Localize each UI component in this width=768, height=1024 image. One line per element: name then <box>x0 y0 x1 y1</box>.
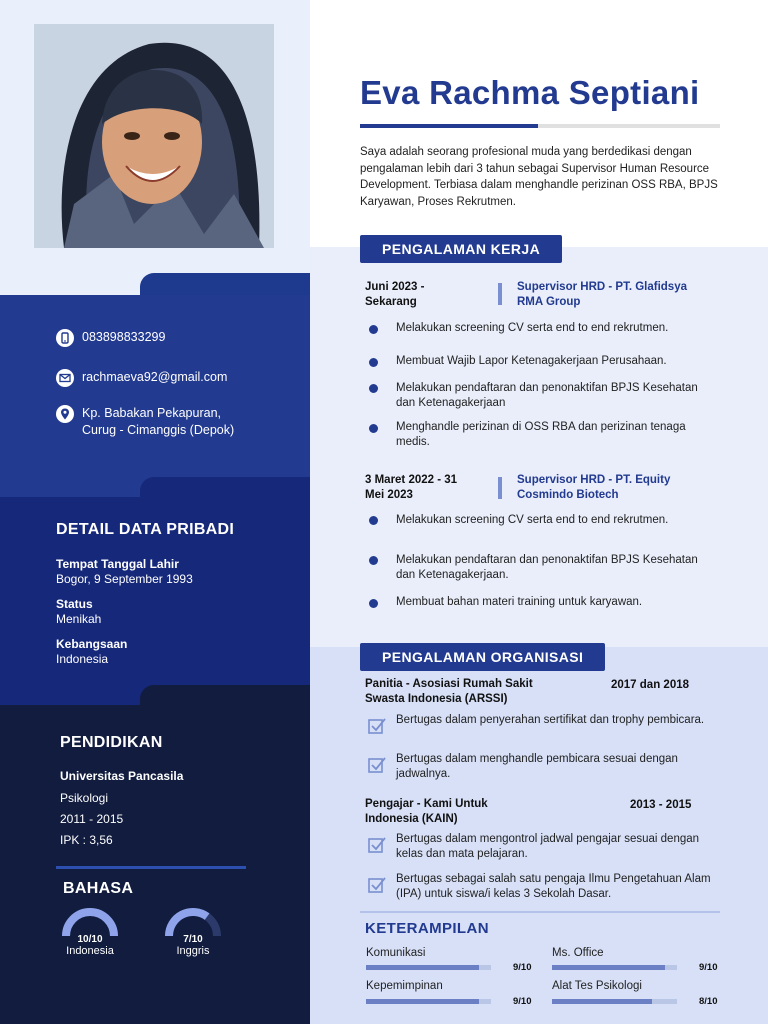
checkbox-icon <box>368 876 386 894</box>
job-date <box>365 473 457 503</box>
skill-bar <box>366 965 491 970</box>
skill-bar <box>552 965 677 970</box>
org-title-line: Pengajar - Kami Untuk <box>365 798 488 810</box>
checkbox-icon <box>368 717 386 735</box>
profile-photo <box>34 24 274 248</box>
status-info <box>56 597 101 627</box>
org-task: Bertugas dalam menghandle pembicara sesuai dengan jadwalnya. <box>396 753 678 780</box>
language-item-inggris <box>158 906 228 957</box>
skill-bar <box>366 999 491 1004</box>
job-date-line: Juni 2023 - <box>365 281 425 293</box>
job-bullet: Menghandle perizinan di OSS RBA dan perizinan tenaga medis. <box>396 421 686 448</box>
skill-bar-fill <box>366 965 479 970</box>
phone-icon <box>56 329 74 347</box>
phone-text: 083898833299 <box>82 330 166 344</box>
contact-phone[interactable] <box>56 329 165 347</box>
bullet-dot <box>369 516 378 525</box>
job-title <box>517 473 670 503</box>
org-task: Bertugas dalam mengontrol jadwal pengajar sesuai dengan kelas dan mata pelajaran. <box>396 833 700 860</box>
left-sidebar <box>0 0 310 1024</box>
birth-value: Bogor, 9 September 1993 <box>56 572 193 586</box>
job-date <box>365 280 424 310</box>
status-label: Status <box>56 597 93 611</box>
job-title-line: Supervisor HRD - PT. Equity <box>517 474 671 486</box>
org-year: 2017 dan 2018 <box>611 679 690 691</box>
skill-bar-fill <box>552 965 665 970</box>
skill-bar <box>552 999 677 1004</box>
skill-name: Ms. Office <box>552 947 604 959</box>
skill-bar-fill <box>552 999 652 1004</box>
education-panel <box>0 705 310 1024</box>
gauge-fill <box>66 912 114 936</box>
job-bullet: Membuat Wajib Lapor Ketenagakerjaan Perusahaan. <box>396 355 667 367</box>
status-value: Menikah <box>56 612 102 626</box>
language-gauge <box>163 906 223 938</box>
job-title <box>517 280 687 310</box>
job-title-line: RMA Group <box>517 296 581 308</box>
skills-divider <box>360 911 720 913</box>
bullet-dot <box>369 556 378 565</box>
work-heading: PENGALAMAN KERJA <box>360 235 562 263</box>
skill-bar-fill <box>366 999 479 1004</box>
org-task: Bertugas dalam penyerahan sertifikat dan trophy pembicara. <box>396 714 705 726</box>
email-text: rachmaeva92@gmail.com <box>82 370 228 384</box>
job-bullet: Melakukan pendaftaran dan penonaktifan BPJS Kesehatan dan Ketenagakerjaan <box>396 382 698 409</box>
org-task: Bertugas sebagai salah satu pengaja Ilmu Pengetahuan Alam (IPA) untuk siswa/i kelas 3 Sekolah Dasar. <box>396 873 711 900</box>
skill-score: 8/10 <box>699 996 718 1007</box>
location-pin-icon <box>56 405 74 423</box>
org-year: 2013 - 2015 <box>630 799 692 811</box>
org-title-line: Indonesia (KAIN) <box>365 813 458 825</box>
nationality-value: Indonesia <box>56 652 109 666</box>
contact-address <box>56 405 234 439</box>
skills-heading: KETERAMPILAN <box>365 920 489 937</box>
job-title-line: Cosmindo Biotech <box>517 489 619 501</box>
organization-heading: PENGALAMAN ORGANISASI <box>360 643 605 671</box>
job-bullet: Melakukan screening CV serta end to end rekrutmen. <box>396 514 669 526</box>
main-content <box>310 0 768 1024</box>
org-title-line: Swasta Indonesia (ARSSI) <box>365 693 508 705</box>
org-title <box>365 677 533 707</box>
birth-label: Tempat Tanggal Lahir <box>56 557 179 571</box>
skill-score: 9/10 <box>699 962 718 973</box>
bullet-dot <box>369 358 378 367</box>
skill-name: Kepemimpinan <box>366 980 443 992</box>
education-major: Psikologi <box>60 791 109 805</box>
language-name: Indonesia <box>66 945 114 957</box>
language-score: 10/10 <box>77 934 103 945</box>
language-item-indonesia <box>55 906 125 957</box>
skill-name: Komunikasi <box>366 947 426 959</box>
bullet-dot <box>369 424 378 433</box>
language-score: 7/10 <box>183 934 203 945</box>
name-underline-accent <box>360 124 538 128</box>
address-line-2: Curug - Cimanggis (Depok) <box>82 423 235 437</box>
job-divider <box>498 477 502 499</box>
language-name: Inggris <box>176 945 210 957</box>
nationality-info <box>56 637 127 667</box>
job-bullet: Membuat bahan materi training untuk karyawan. <box>396 596 643 608</box>
job-date-line: 3 Maret 2022 - 31 <box>365 474 458 486</box>
gauge-fill <box>169 912 207 936</box>
job-bullet: Melakukan pendaftaran dan penonaktifan BPJS Kesehatan dan Ketenagakerjaan. <box>396 554 698 581</box>
org-title <box>365 797 488 827</box>
job-divider <box>498 283 502 305</box>
person-name: Eva Rachma Septiani <box>360 74 700 111</box>
profile-summary: Saya adalah seorang profesional muda yang berdedikasi dengan pengalaman lebih dari 3 tahun sebagai Supervisor Human Resource Development. Terbiasa dalam menghandle perizinan OSS RBA, BPJS Karyawan, Proses Rekrutmen. <box>360 146 718 208</box>
job-bullet: Melakukan screening CV serta end to end rekrutmen. <box>396 322 669 334</box>
education-divider <box>56 866 246 869</box>
address-line-1: Kp. Babakan Pekapuran, <box>82 406 221 420</box>
skill-name: Alat Tes Psikologi <box>552 980 642 992</box>
nationality-label: Kebangsaan <box>56 637 128 651</box>
job-date-line: Mei 2023 <box>365 489 413 501</box>
contact-email[interactable] <box>56 369 227 387</box>
bullet-dot <box>369 599 378 608</box>
org-title-line: Panitia - Asosiasi Rumah Sakit <box>365 678 533 690</box>
education-heading: PENDIDIKAN <box>60 734 163 751</box>
skill-score: 9/10 <box>513 962 532 973</box>
skill-score: 9/10 <box>513 996 532 1007</box>
job-title-line: Supervisor HRD - PT. Glafidsya <box>517 281 687 293</box>
language-heading: BAHASA <box>63 880 134 897</box>
bullet-dot <box>369 325 378 334</box>
education-years: 2011 - 2015 <box>60 812 124 826</box>
bullet-dot <box>369 384 378 393</box>
education-school: Universitas Pancasila <box>60 769 184 783</box>
email-icon <box>56 369 74 387</box>
birth-info <box>56 557 193 587</box>
checkbox-icon <box>368 756 386 774</box>
education-gpa: IPK : 3,56 <box>60 833 113 847</box>
job-date-line: Sekarang <box>365 296 417 308</box>
checkbox-icon <box>368 836 386 854</box>
language-gauge <box>60 906 120 938</box>
detail-heading: DETAIL DATA PRIBADI <box>56 521 235 538</box>
